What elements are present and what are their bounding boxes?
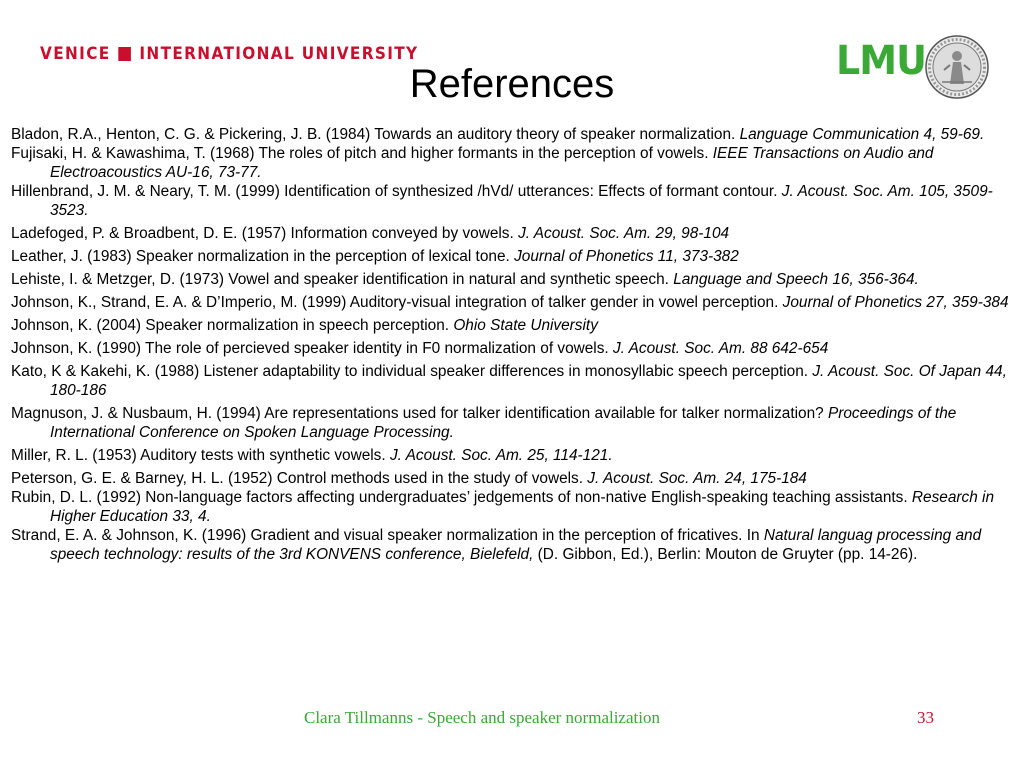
reference-text: Magnuson, J. & Nusbaum, H. (1994) Are representations used for talker identification available for talker normalization?: [11, 405, 828, 422]
page-title: References: [409, 62, 615, 106]
reference-text: Lehiste, I. & Metzger, D. (1973) Vowel and speaker identification in natural and synthetic speech.: [11, 271, 674, 288]
reference-source: Journal of Phonetics 27, 359-384: [782, 294, 1009, 311]
reference-text: Hillenbrand, J. M. & Neary, T. M. (1999) Identification of synthesized /hVd/ utterances: Effects of formant contour.: [11, 183, 782, 200]
reference-item: [11, 125, 1016, 144]
reference-item: [11, 404, 1016, 442]
reference-item: [11, 362, 1016, 400]
reference-source: Journal of Phonetics 11, 373-382: [514, 248, 739, 265]
page-number: 33: [917, 708, 934, 727]
venice-logo-word: VENICE: [40, 44, 111, 64]
reference-source: Ohio State University: [453, 317, 598, 334]
lmu-logo-text: LMU: [836, 38, 927, 84]
venice-international-university-logo: [40, 44, 418, 64]
reference-item: [11, 488, 1016, 526]
red-square-icon: [119, 47, 132, 61]
reference-item: [11, 247, 1016, 266]
reference-item: [11, 270, 1016, 289]
reference-text: Leather, J. (1983) Speaker normalization in the perception of lexical tone.: [11, 248, 515, 265]
reference-text: Johnson, K. (2004) Speaker normalization in speech perception.: [11, 317, 454, 334]
reference-text: Strand, E. A. & Johnson, K. (1996) Gradient and visual speaker normalization in the perception of fricatives. In: [11, 527, 764, 544]
reference-item: [11, 339, 1016, 358]
reference-source: Natural languag processing and speech technology: results of the 3rd KONVENS conference, Bielefeld,: [50, 527, 982, 563]
reference-source: IEEE Transactions on Audio and Electroacoustics AU-16, 73-77.: [50, 145, 934, 181]
reference-source: J. Acoust. Soc. Am. 24, 175-184: [587, 470, 807, 487]
reference-list: [11, 125, 1016, 564]
reference-item: [11, 144, 1016, 182]
reference-text: Peterson, G. E. & Barney, H. L. (1952) Control methods used in the study of vowels.: [11, 470, 588, 487]
reference-text: Rubin, D. L. (1992) Non-language factors affecting undergraduates’ jedgements of non-native English-speaking teaching assistants.: [11, 489, 912, 506]
reference-source: J. Acoust. Soc. Am. 25, 114-121.: [389, 447, 613, 464]
reference-source: J. Acoust. Soc. Am. 88 642-654: [612, 340, 829, 357]
reference-source: Research in Higher Education 33, 4.: [50, 489, 995, 525]
reference-source: J. Acoust. Soc. Am. 105, 3509-3523.: [50, 183, 993, 219]
footer-text: Clara Tillmanns - Speech and speaker normalization: [304, 708, 660, 727]
reference-item: [11, 182, 1016, 220]
reference-text: Johnson, K., Strand, E. A. & D’Imperio, M. (1999) Auditory-visual integration of talker gender in vowel perception.: [11, 294, 783, 311]
reference-item: [11, 293, 1016, 312]
reference-source: Language and Speech 16, 356-364.: [673, 271, 919, 288]
reference-text: Kato, K & Kakehi, K. (1988) Listener adaptability to individual speaker differences in monosyllabic speech perception.: [11, 363, 813, 380]
venice-logo-university: INTERNATIONAL UNIVERSITY: [139, 44, 419, 64]
reference-text: Miller, R. L. (1953) Auditory tests with synthetic vowels.: [11, 447, 390, 464]
reference-text: Bladon, R.A., Henton, C. G. & Pickering, J. B. (1984) Towards an auditory theory of speaker normalization.: [11, 126, 740, 143]
reference-tail: (D. Gibbon, Ed.), Berlin: Mouton de Gruyter (pp. 14-26).: [533, 546, 918, 563]
reference-item: [11, 224, 1016, 243]
reference-item: [11, 446, 1016, 465]
reference-item: [11, 526, 1016, 564]
reference-source: Proceedings of the International Conference on Spoken Language Processing.: [50, 405, 957, 441]
reference-item: [11, 469, 1016, 488]
reference-text: Fujisaki, H. & Kawashima, T. (1968) The roles of pitch and higher formants in the perception of vowels.: [11, 145, 713, 162]
reference-text: Ladefoged, P. & Broadbent, D. E. (1957) Information conveyed by vowels.: [11, 225, 519, 242]
reference-text: Johnson, K. (1990) The role of percieved speaker identity in F0 normalization of vowels.: [11, 340, 613, 357]
reference-source: J. Acoust. Soc. Of Japan 44, 180-186: [50, 363, 1007, 399]
reference-source: Language Communication 4, 59-69.: [739, 126, 985, 143]
footer: [0, 708, 1024, 730]
reference-item: [11, 316, 1016, 335]
reference-source: J. Acoust. Soc. Am. 29, 98-104: [518, 225, 730, 242]
